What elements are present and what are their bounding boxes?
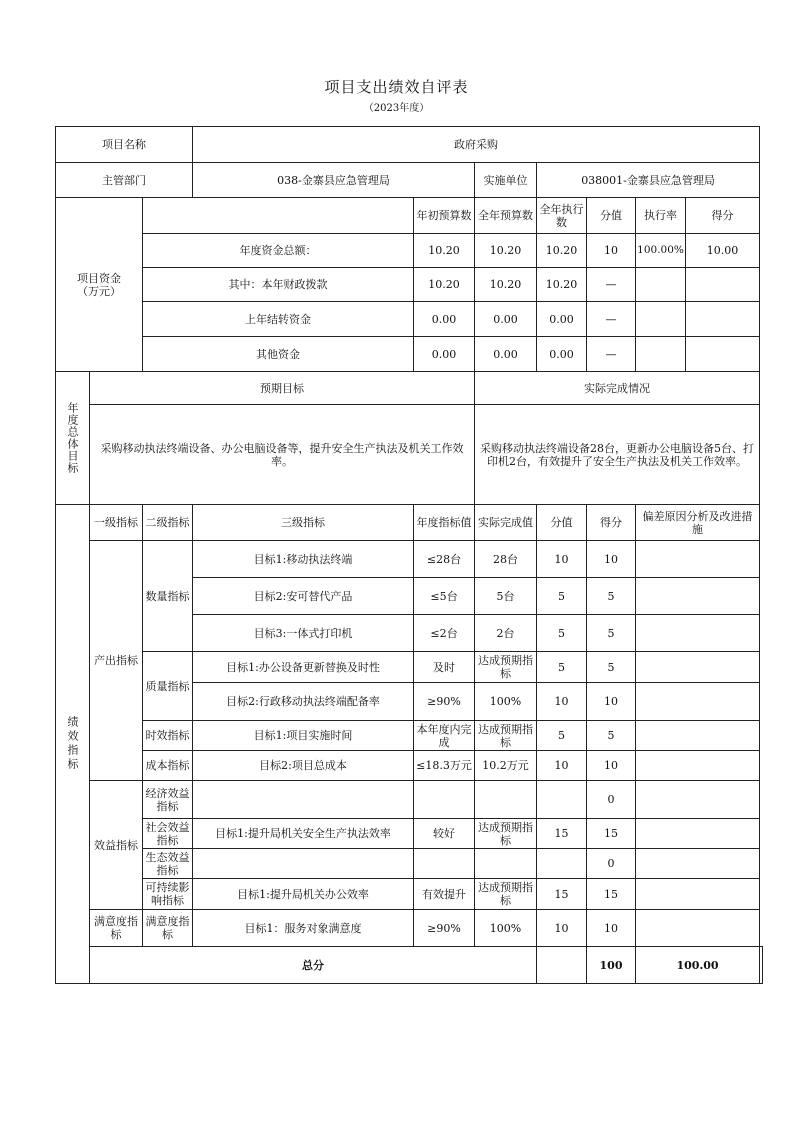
fund-score xyxy=(686,337,759,371)
fund-row xyxy=(56,234,763,268)
fund-row-label: 其中：本年财政拨款 xyxy=(143,268,414,302)
fund-score-full: — xyxy=(587,302,636,337)
indicator-name: 目标3:一体式打印机 xyxy=(193,615,414,652)
indicator-score-full: 5 xyxy=(537,721,587,751)
level2-quantity: 数量指标 xyxy=(143,541,193,652)
indicator-actual: 达成预期指标 xyxy=(475,819,537,849)
fund-exec: 0.00 xyxy=(537,337,587,372)
total-score: 100.00 xyxy=(636,947,760,984)
fund-score xyxy=(686,302,759,336)
indicator-reason xyxy=(636,751,760,781)
indicator-name xyxy=(193,849,414,879)
funds-unit: （万元） xyxy=(77,284,121,298)
indicator-target xyxy=(414,849,475,879)
fund-exec: 0.00 xyxy=(537,302,587,337)
fund-row-label: 上年结转资金 xyxy=(143,302,414,337)
fund-row xyxy=(56,337,763,372)
funds-header-blank xyxy=(143,198,414,234)
self-evaluation-table xyxy=(55,126,763,984)
level2-economic: 经济效益指标 xyxy=(143,781,193,819)
col-ind-score: 得分 xyxy=(587,505,636,541)
indicator-reason xyxy=(636,910,760,947)
indicator-score: 5 xyxy=(587,615,636,652)
indicator-target: ≥90% xyxy=(414,683,475,721)
indicator-target: 较好 xyxy=(414,819,475,849)
fund-exec: 10.20 xyxy=(537,268,587,302)
fund-rate xyxy=(636,337,686,371)
indicator-score: 0 xyxy=(587,781,636,819)
indicator-reason xyxy=(636,652,760,683)
total-score-full: 100 xyxy=(587,947,636,984)
indicator-reason xyxy=(636,541,760,578)
fund-score-full: 10 xyxy=(587,234,636,268)
indicator-actual xyxy=(475,849,537,879)
document-title: 项目支出绩效自评表 xyxy=(324,78,469,96)
fund-full: 10.20 xyxy=(475,268,537,302)
level1-benefit: 效益指标 xyxy=(90,781,143,910)
indicator-row xyxy=(56,721,763,751)
fund-initial: 0.00 xyxy=(414,302,475,337)
goals-section-label: 年度总体目标 xyxy=(56,372,90,505)
fund-rate-score xyxy=(636,268,760,302)
indicator-target: ≥90% xyxy=(414,910,475,947)
indicator-row xyxy=(56,751,763,781)
indicator-score-full xyxy=(537,781,587,819)
actual-goal-header: 实际完成情况 xyxy=(475,372,760,405)
indicator-score: 5 xyxy=(587,578,636,615)
indicator-row xyxy=(56,652,763,683)
indicator-name: 目标2:安可替代产品 xyxy=(193,578,414,615)
indicator-row xyxy=(56,879,763,910)
fund-score-full: — xyxy=(587,337,636,372)
fund-row xyxy=(56,302,763,337)
fund-initial: 10.20 xyxy=(414,268,475,302)
expected-goal-text: 采购移动执法终端设备、办公电脑设备等，提升安全生产执法及机关工作效率。 xyxy=(90,405,475,505)
indicator-reason xyxy=(636,721,760,751)
fund-score: 10.00 xyxy=(706,244,739,257)
level1-output: 产出指标 xyxy=(90,541,143,781)
col-full-budget: 全年预算数 xyxy=(475,198,537,234)
fund-rate-score xyxy=(636,234,760,268)
indicator-row xyxy=(56,781,763,819)
indicator-name: 目标2:行政移动执法终端配备率 xyxy=(193,683,414,721)
indicator-reason xyxy=(636,781,760,819)
indicator-score-full: 5 xyxy=(537,615,587,652)
total-blank xyxy=(537,947,587,984)
col-actual: 实际完成值 xyxy=(475,505,537,541)
project-name-label: 项目名称 xyxy=(56,127,193,163)
indicator-score-full: 15 xyxy=(537,819,587,849)
funds-label: 项目资金 xyxy=(77,271,121,285)
indicator-actual: 5台 xyxy=(475,578,537,615)
indicator-reason xyxy=(636,819,760,849)
col-exec-rate: 执行率 xyxy=(636,198,686,233)
fund-full: 0.00 xyxy=(475,302,537,337)
indicator-reason xyxy=(636,615,760,652)
col-reason: 偏差原因分析及改进措施 xyxy=(636,505,760,541)
indicator-score: 15 xyxy=(587,819,636,849)
indicator-actual: 28台 xyxy=(475,541,537,578)
actual-goal-text: 采购移动执法终端设备28台，更新办公电脑设备5台、打印机2台，有效提升了安全生产执法及机关工作效率。 xyxy=(475,405,760,505)
fund-score-full: — xyxy=(587,268,636,302)
level2-sustainable: 可持续影响指标 xyxy=(143,879,193,910)
col-rate-score xyxy=(636,198,760,234)
unit-label: 实施单位 xyxy=(475,163,537,198)
fund-row-label: 年度资金总额： xyxy=(143,234,414,268)
indicator-target: ≤2台 xyxy=(414,615,475,652)
document-year: （2023年度） xyxy=(363,103,430,114)
indicator-name: 目标2:项目总成本 xyxy=(193,751,414,781)
total-reason xyxy=(760,947,763,984)
indicator-actual: 达成预期指标 xyxy=(475,652,537,683)
indicator-reason xyxy=(636,879,760,910)
indicator-target: ≤18.3万元 xyxy=(414,751,475,781)
indicator-actual: 2台 xyxy=(475,615,537,652)
level2-quality: 质量指标 xyxy=(143,652,193,721)
level2-cost: 成本指标 xyxy=(143,751,193,781)
indicator-row xyxy=(56,541,763,578)
indicator-target xyxy=(414,781,475,819)
indicator-name: 目标1:移动执法终端 xyxy=(193,541,414,578)
total-label: 总分 xyxy=(90,947,537,984)
indicator-score: 15 xyxy=(587,879,636,910)
indicator-actual: 达成预期指标 xyxy=(475,879,537,910)
fund-rate: 100.00% xyxy=(636,234,686,267)
indicator-name: 目标1:提升局机关安全生产执法效率 xyxy=(193,819,414,849)
funds-section-label xyxy=(56,198,143,372)
unit-value: 038001-金寨县应急管理局 xyxy=(537,163,760,198)
indicator-actual xyxy=(475,781,537,819)
indicator-target: 及时 xyxy=(414,652,475,683)
fund-full: 10.20 xyxy=(475,234,537,268)
fund-rate-score xyxy=(636,302,760,337)
indicator-target: 有效提升 xyxy=(414,879,475,910)
indicator-score-full: 10 xyxy=(537,751,587,781)
indicator-score: 10 xyxy=(587,751,636,781)
indicator-row xyxy=(56,849,763,879)
fund-initial: 10.20 xyxy=(414,234,475,268)
indicator-score-full xyxy=(537,849,587,879)
indicator-score-full: 5 xyxy=(537,652,587,683)
indicator-actual: 100% xyxy=(475,683,537,721)
indicator-actual: 100% xyxy=(475,910,537,947)
indicator-score-full: 10 xyxy=(537,910,587,947)
level2-ecological: 生态效益指标 xyxy=(143,849,193,879)
col-score-full: 分值 xyxy=(587,198,636,234)
indicator-name: 目标1:办公设备更新替换及时性 xyxy=(193,652,414,683)
col-target: 年度指标值 xyxy=(414,505,475,541)
level2-timeliness: 时效指标 xyxy=(143,721,193,751)
indicator-name: 目标1:项目实施时间 xyxy=(193,721,414,751)
indicator-reason xyxy=(636,578,760,615)
fund-full: 0.00 xyxy=(475,337,537,372)
dept-value: 038-金寨县应急管理局 xyxy=(193,163,475,198)
col-level2: 二级指标 xyxy=(143,505,193,541)
level1-satisfaction: 满意度指标 xyxy=(90,910,143,947)
fund-rate xyxy=(636,302,686,336)
indicator-score: 5 xyxy=(587,721,636,751)
fund-initial: 0.00 xyxy=(414,337,475,372)
indicator-row xyxy=(56,910,763,947)
indicator-target: ≤5台 xyxy=(414,578,475,615)
indicator-score: 10 xyxy=(587,910,636,947)
col-initial-budget: 年初预算数 xyxy=(414,198,475,234)
indicator-name: 目标1：服务对象满意度 xyxy=(193,910,414,947)
indicator-score: 5 xyxy=(587,652,636,683)
fund-row xyxy=(56,268,763,302)
fund-row-label: 其他资金 xyxy=(143,337,414,372)
fund-rate-score xyxy=(636,337,760,372)
indicator-score-full: 10 xyxy=(537,683,587,721)
fund-rate xyxy=(636,268,686,301)
indicator-name xyxy=(193,781,414,819)
indicator-actual: 10.2万元 xyxy=(475,751,537,781)
fund-exec: 10.20 xyxy=(537,234,587,268)
indicator-name: 目标1:提升局机关办公效率 xyxy=(193,879,414,910)
dept-label: 主管部门 xyxy=(56,163,193,198)
fund-score xyxy=(686,268,759,301)
indicator-target: 本年度内完成 xyxy=(414,721,475,751)
indicator-score: 10 xyxy=(587,541,636,578)
total-row xyxy=(56,947,763,984)
col-ind-score-full: 分值 xyxy=(537,505,587,541)
indicator-score-full: 5 xyxy=(537,578,587,615)
col-score: 得分 xyxy=(711,209,734,222)
expected-goal-header: 预期目标 xyxy=(90,372,475,405)
indicators-section-label: 绩效指标 xyxy=(56,505,90,984)
level2-social: 社会效益指标 xyxy=(143,819,193,849)
indicator-score-full: 15 xyxy=(537,879,587,910)
indicator-score: 10 xyxy=(587,683,636,721)
indicator-actual: 达成预期指标 xyxy=(475,721,537,751)
col-level1: 一级指标 xyxy=(90,505,143,541)
project-name-value: 政府采购 xyxy=(193,127,760,163)
indicator-score-full: 10 xyxy=(537,541,587,578)
col-executed: 全年执行数 xyxy=(537,198,587,234)
level2-satisfaction: 满意度指标 xyxy=(143,910,193,947)
indicator-reason xyxy=(636,683,760,721)
indicator-row xyxy=(56,819,763,849)
col-level3: 三级指标 xyxy=(193,505,414,541)
indicator-target: ≤28台 xyxy=(414,541,475,578)
indicator-reason xyxy=(636,849,760,879)
indicator-score: 0 xyxy=(587,849,636,879)
